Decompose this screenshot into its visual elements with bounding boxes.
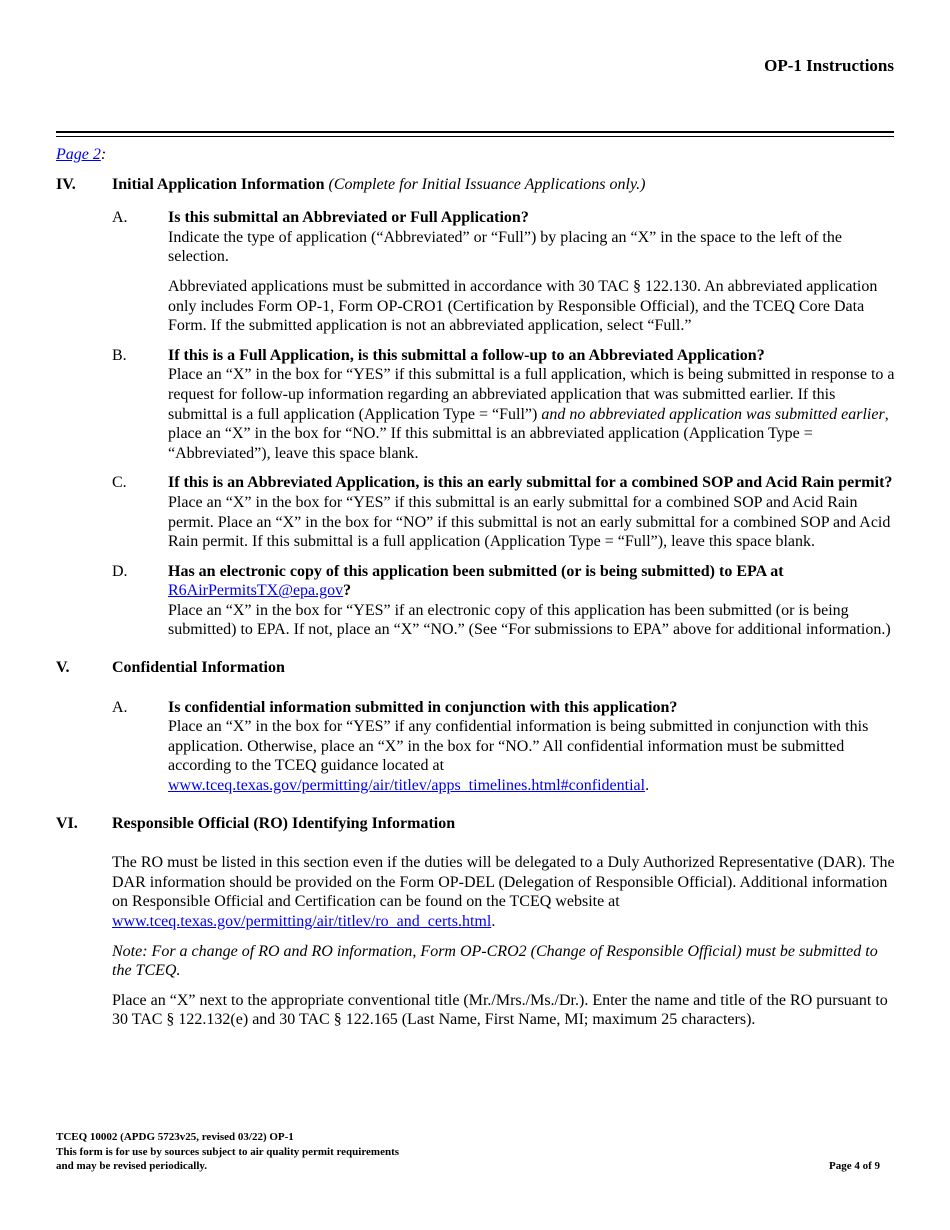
page-link-suffix: : (100, 146, 107, 163)
item-question-end: ? (343, 582, 352, 600)
item-instruction-part2: , place an “X” in the box for “NO.” If this submittal is an abbreviated application (Application Type = “Abbreviated”), leave this space blank. (168, 405, 889, 462)
item-letter: A. (112, 209, 128, 227)
item-question: Has an electronic copy of this application been submitted (or is being submitted) to EPA at (168, 562, 784, 580)
ro-title-instruction: Place an “X” next to the appropriate conventional title (Mr./Mrs./Ms./Dr.). Enter the name and title of the RO pursuant to 30 TAC § 122.132(e) and 30 TAC § 122.165 (Last Name, First Name, MI; maximum 25 characters). (112, 991, 888, 1029)
item-letter: A. (112, 698, 128, 716)
header-rule-thick (56, 131, 894, 133)
section-vi-heading (56, 814, 896, 834)
item-paragraph: Abbreviated applications must be submitted in accordance with 30 TAC § 122.130. An abbreviated application only includes Form OP-1, Form OP-CRO1 (Certification by Responsible Official), and the TCEQ Core Data Form. If the submitted application is not an abbreviated application, select “Full.” (168, 277, 878, 335)
section-iv-item-b (112, 346, 896, 464)
section-iv-number: IV. (56, 175, 76, 193)
header-rule-thin (56, 136, 894, 137)
section-v-title: Confidential Information (112, 659, 285, 677)
ro-note: Note: For a change of RO and RO information, Form OP-CRO2 (Change of Responsible Official) must be submitted to the TCEQ. (112, 942, 878, 980)
item-question: Is confidential information submitted in conjunction with this application? (168, 698, 678, 716)
section-iv-title: Initial Application Information (112, 175, 325, 193)
ro-paragraph: The RO must be listed in this section even if the duties will be delegated to a Duly Authorized Representative (DAR). The DAR information should be provided on the Form OP-DEL (Delegation of Responsible Official). Additional information on Responsible Official and Certification can be found on the TCEQ website at (112, 854, 895, 911)
footer-line-1: TCEQ 10002 (APDG 5723v25, revised 03/22) OP-1 (56, 1131, 294, 1143)
item-question: If this is a Full Application, is this submittal a follow-up to an Abbreviated Application? (168, 346, 765, 364)
ro-certs-link[interactable]: www.tceq.texas.gov/permitting/air/titlev/ro_and_certs.html (112, 913, 492, 930)
section-vi-title: Responsible Official (RO) Identifying Information (112, 814, 456, 832)
item-instruction-end: . (645, 777, 650, 795)
section-iv-subtitle: (Complete for Initial Issuance Applications only.) (328, 175, 646, 193)
item-instruction: Place an “X” in the box for “YES” if any confidential information is being submitted in conjunction with this application. Otherwise, place an “X” in the box for “NO.” All confidential information must be submitted according to the TCEQ guidance located at (168, 718, 869, 775)
section-iv-item-d (112, 562, 896, 640)
item-question: If this is an Abbreviated Application, is this an early submittal for a combined SOP and Acid Rain permit? (168, 474, 893, 492)
page-header-title: OP-1 Instructions (764, 56, 894, 75)
epa-email-link[interactable]: R6AirPermitsTX@epa.gov (168, 582, 344, 600)
item-instruction: Place an “X” in the box for “YES” if this submittal is an early submittal for a combined SOP and Acid Rain permit. Place an “X” in the box for “NO” if this submittal is not an early submittal for a combined SOP and Acid Rain permit. If this submittal is a full application (Application Type = “Full”), leave this space blank. (168, 493, 891, 551)
section-iv-item-c (112, 473, 896, 551)
item-letter: B. (112, 346, 127, 364)
section-v-item-a (112, 698, 896, 796)
section-vi-body (112, 853, 896, 1030)
item-instruction: Place an “X” in the box for “YES” if an electronic copy of this application has been submitted (or is being submitted) to EPA. If not, place an “X” “NO.” (See “For submissions to EPA” above for additional information.) (168, 601, 891, 639)
page-reference (56, 145, 896, 165)
item-instruction-emphasis: and no abbreviated application was submitted earlier (541, 405, 885, 423)
document-body (56, 145, 896, 1040)
ro-paragraph-end: . (491, 913, 496, 930)
section-iv-heading (56, 175, 896, 195)
page-link[interactable]: Page 2 (56, 146, 101, 163)
item-letter: C. (112, 474, 127, 492)
item-instruction: Indicate the type of application (“Abbreviated” or “Full”) by placing an “X” in the space to the left of the selection. (168, 228, 842, 266)
item-instruction-part1: Place an “X” in the box for “YES” if this submittal is a full application, which is being submitted in response to a request for follow-up information regarding an abbreviated application that was submitted earlier. If this submittal is a full application (Application Type = “Full”) (168, 366, 895, 423)
section-vi-number: VI. (56, 814, 78, 832)
section-v-heading (56, 658, 896, 678)
footer-line-3: and may be revised periodically. (56, 1160, 208, 1172)
item-letter: D. (112, 562, 128, 580)
confidential-guidance-link[interactable]: www.tceq.texas.gov/permitting/air/titlev/apps_timelines.html#confidential (168, 777, 646, 795)
section-iv-item-a (112, 208, 896, 336)
item-question: Is this submittal an Abbreviated or Full Application? (168, 209, 529, 227)
footer-form-info (56, 1130, 399, 1174)
footer-page-number: Page 4 of 9 (828, 1160, 880, 1172)
footer-line-2: This form is for use by sources subject to air quality permit requirements (56, 1145, 400, 1158)
section-v-number: V. (56, 659, 70, 677)
